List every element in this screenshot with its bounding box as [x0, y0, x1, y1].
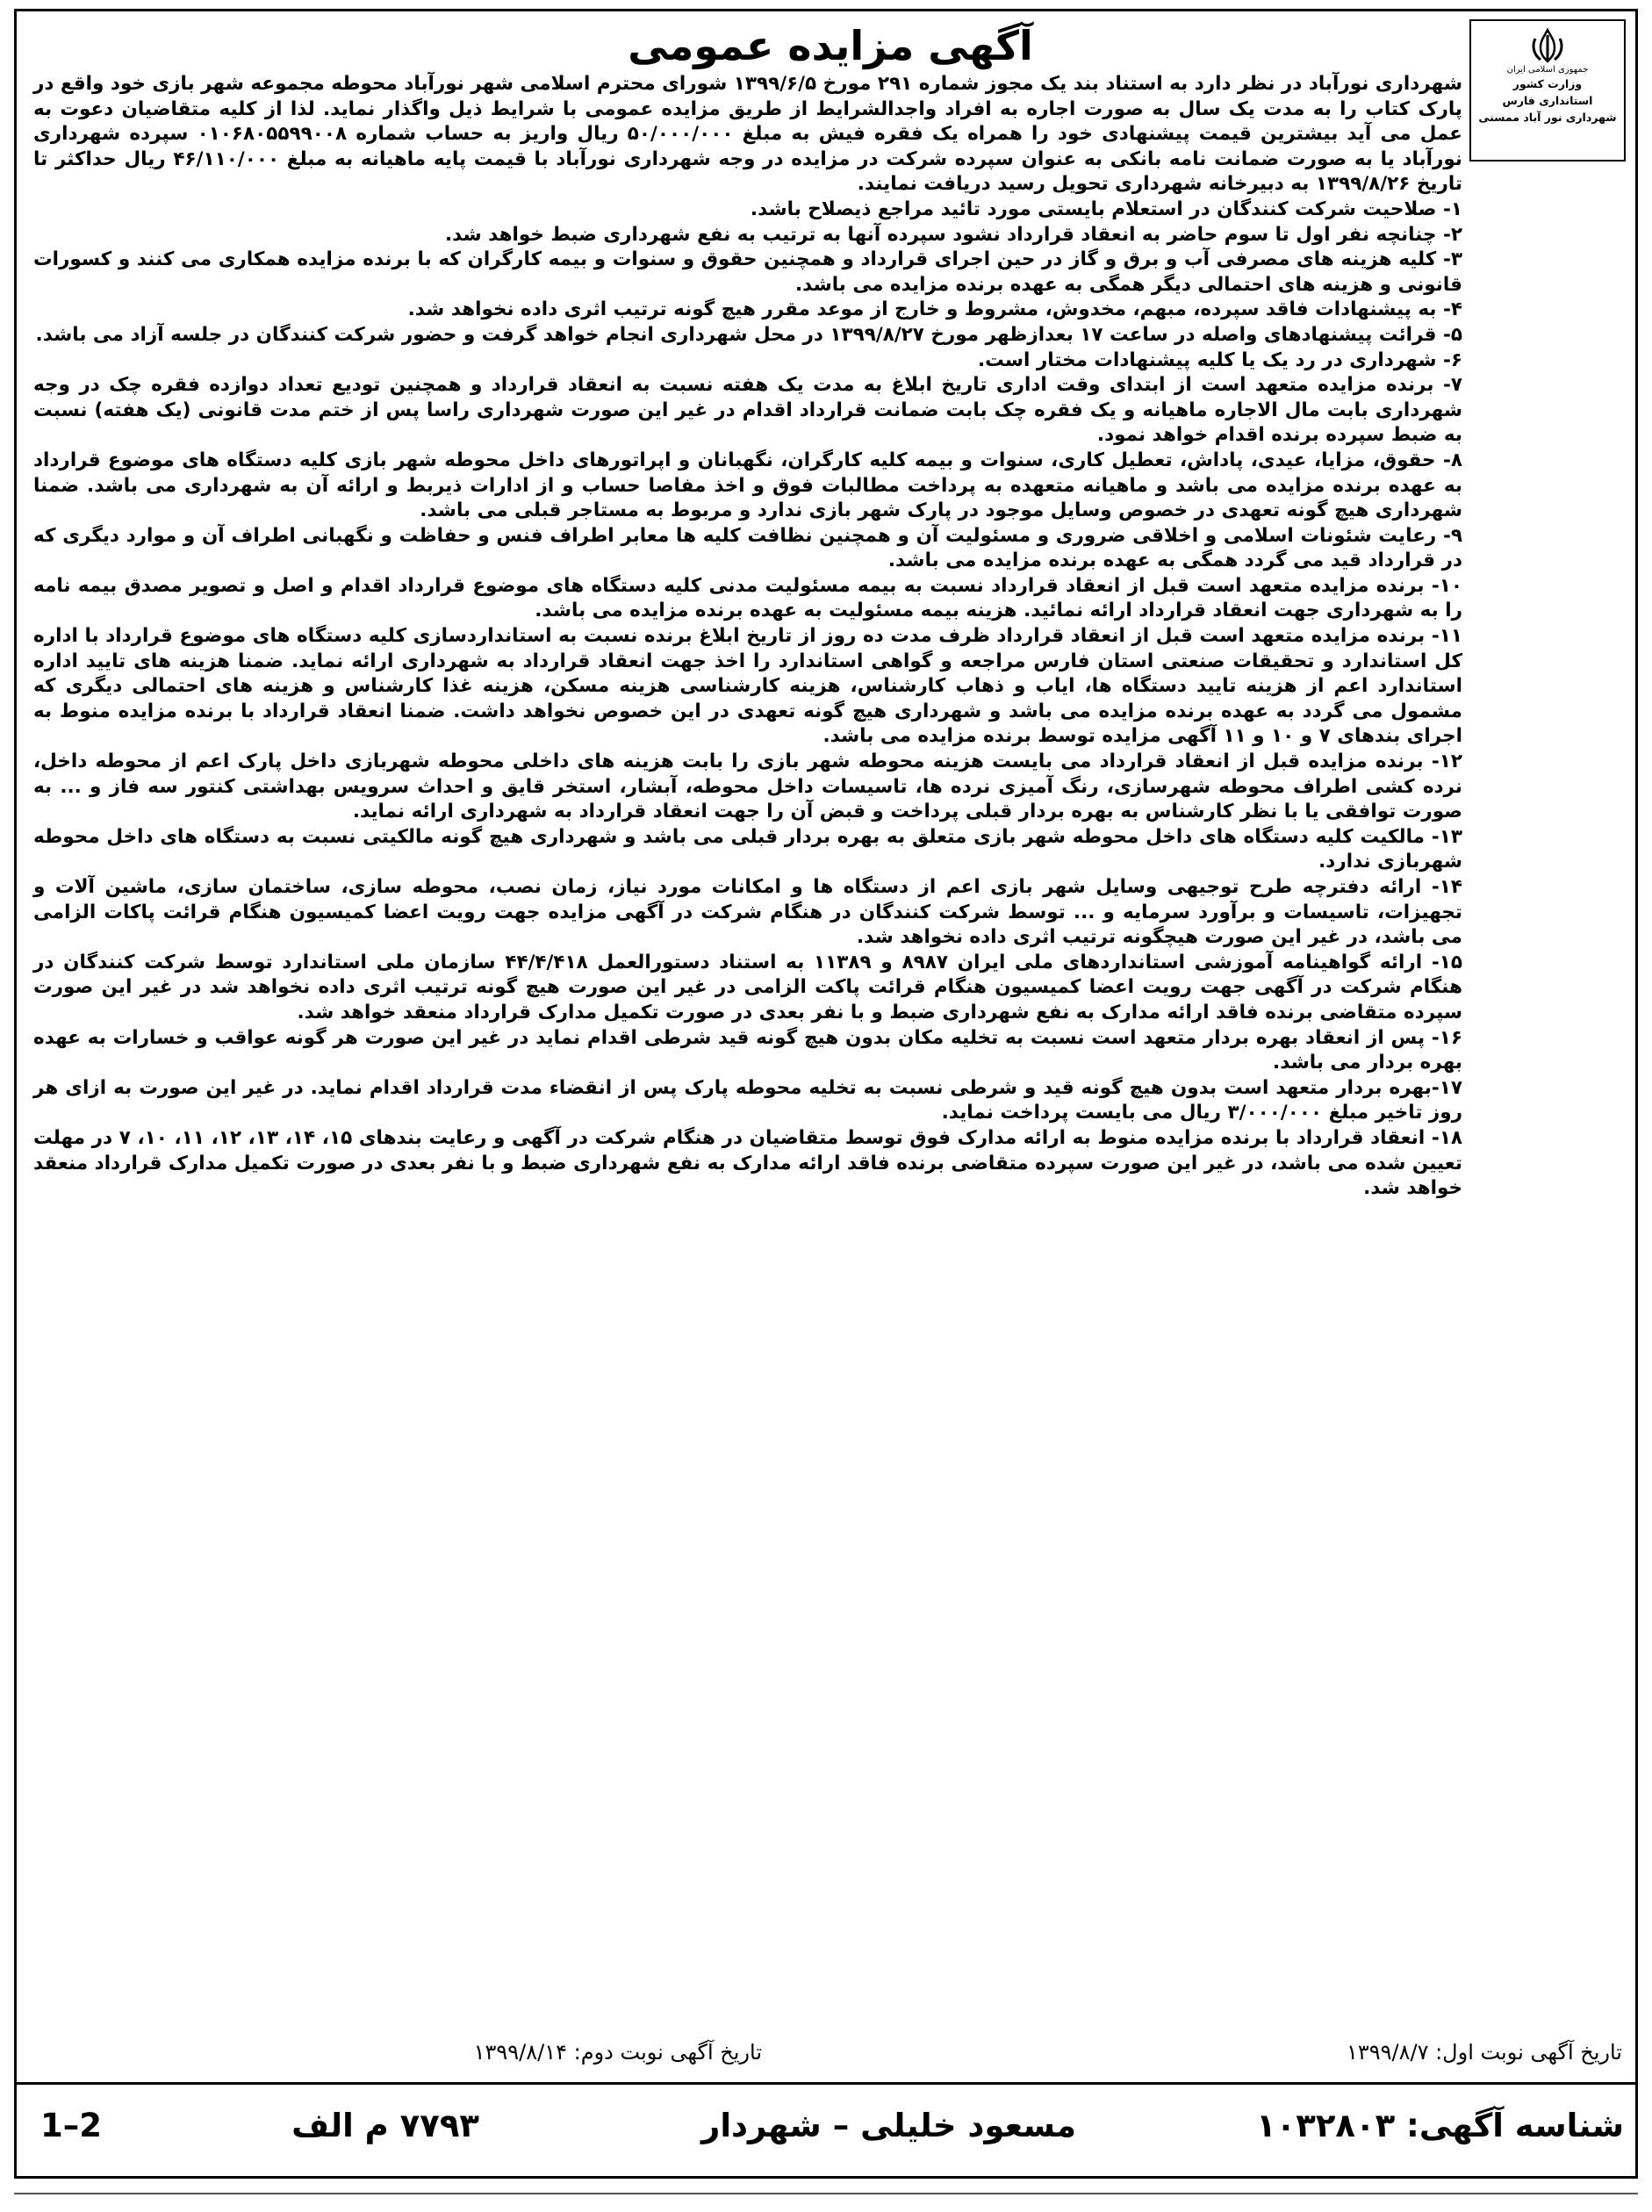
signatory: مسعود خلیلی – شهردار — [701, 2107, 1076, 2144]
publication-dates — [33, 2036, 1622, 2068]
logo-line-ministry: وزارت کشور — [1512, 77, 1583, 90]
clause-6: ۶- شهرداری در رد یک یا کلیه پیشنهادات مختار است. — [977, 348, 1462, 371]
logo-line-municipality: شهرداری نور آباد ممسنی — [1478, 111, 1617, 124]
clause-13: ۱۳- مالکیت کلیه دستگاه های داخل محوطه شهر بازی متعلق به بهره بردار قبلی می باشد و شهرداری هیچ گونه مالکیتی نسبت به دستگاه های داخل محوطه شهربازی ندارد. — [33, 825, 1462, 873]
ad-title: آگهی مزایده عمومی — [628, 22, 1033, 69]
page-indicator: 1–2 — [40, 2107, 102, 2144]
clause-9: ۹- رعایت شئونات اسلامی و اخلاقی ضروری و مسئولیت آن و همچنین نظافت کلیه ها معابر اطراف فنس و حفاظت و نگهبانی اطراف آن و موارد دیگری که در قرارداد قید می گردد همگی به عهده برنده مزایده می باشد. — [33, 524, 1462, 572]
clause-18: ۱۸- انعقاد قرارداد با برنده مزایده منوط به ارائه مدارک فوق توسط متقاضیان در هنگام شرکت در آگهی و رعایت بندهای ۱۵، ۱۴، ۱۳، ۱۲، ۱۱، ۱۰، ۷ در مهلت تعیین شده می باشد، در غیر این صورت سپرده متقاضی برنده فاقد ارائه مدارک به نفع شهرداری ضبط و با نفر بعدی در صورت تکمیل مدارک قرارداد منعقد خواهد شد. — [33, 1126, 1463, 1200]
clause-2: ۲- چنانچه نفر اول تا سوم حاضر به انعقاد قرارداد نشود سپرده آنها به ترتیب به نفع شهرداری ضبط خواهد شد. — [444, 223, 1462, 246]
ad-code: ۷۷۹۳ م الف — [291, 2107, 479, 2144]
bottom-border — [14, 2193, 1638, 2194]
clause-11: ۱۱- برنده مزایده متعهد است قبل از انعقاد قرارداد ظرف مدت ده روز از تاریخ ابلاغ برنده نسبت به استانداردسازی کلیه دستگاه های موضوع قرارداد با اداره کل استاندارد و تحقیقات صنعتی استان فارس مراجعه و گواهی استاندارد را اخذ جهت انعقاد قرارداد به شهرداری ارائه نماید. ضمنا هزینه های تایید اداره استاندارد اعم از هزینه تایید دستگاه ها، ایاب و ذهاب کارشناس، هزینه کارشناسی هزینه مسکن، هزینه غذا کارشناس و هزینه های احتمالی دیگری که مشمول می گردد به عهده برنده مزایده می باشد و شهرداری هیچ گونه تعهدی در این خصوص نخواهد داشت. ضمنا انعقاد قرارداد با برنده مزایده منوط به اجرای بندهای ۷ و ۱۰ و ۱۱ آگهی مزایده توسط برنده مزایده می باشد. — [33, 625, 1462, 748]
clause-15: ۱۵- ارائه گواهینامه آموزشی استانداردهای ملی ایران ۸۹۸۷ و ۱۱۳۸۹ به استناد دستورالعمل ۴۴/۴/۴۱۸ سازمان ملی استاندارد توسط شرکت کنندگان در هنگام شرکت در آگهی جهت رویت اعضا کمیسیون هنگام قرائت پاکت الزامی در غیر این صورت هیچ گونه ترتیب اثری داده نخواهد شد در غیر این صورت سپرده متقاضی برنده فاقد ارائه مدارک به نفع شهرداری ضبط و با نفر بعدی در صورت تکمیل مدارک قرارداد منعقد خواهد شد. — [33, 951, 1463, 1023]
ad-footer — [14, 2091, 1638, 2161]
iran-emblem-icon — [1528, 26, 1567, 65]
clause-8: ۸- حقوق، مزایا، عیدی، پاداش، تعطیل کاری، سنوات و بیمه کلیه کارگران، نگهبانان و اپراتورهای داخل محوطه شهر بازی کلیه دستگاه های موضوع قرارداد به عهده برنده مزایده می باشد و ماهیانه متعهده به پرداخت مطالبات فوق و اخذ مفاصا حساب و از ادارات ذیربط و ارائه آن به شهرداری می باشد. ضمنا شهرداری هیچ گونه تعهدی در خصوص وسایل موجود در پارک شهر بازی ندارد و مربوط به مستاجر قبلی می باشد. — [33, 449, 1462, 522]
first-publication-date: تاریخ آگهی نوبت اول: ۱۳۹۹/۸/۷ — [1346, 2040, 1622, 2065]
clause-14: ۱۴- ارائه دفترچه طرح توجیهی وسایل شهر بازی اعم از دستگاه ها و امکانات مورد نیاز، زمان نصب، محوطه سازی، ساختمان سازی، ماشین آلات و تجهیزات، تاسیسات و برآورد سرمایه و ... توسط شرکت کنندگان در هنگام شرکت در آگهی مزایده جهت رویت اعضا کمیسیون هنگام قرائت پاکات الزامی می باشد، در غیر این صورت هیچگونه ترتیب اثری داده نخواهد شد. — [33, 876, 1462, 949]
advertisement-page — [14, 0, 1638, 2212]
logo-caption: جمهوری اسلامی ایران — [1506, 65, 1589, 75]
clause-7: ۷- برنده مزایده متعهد است از ابتدای وقت اداری تاریخ ابلاغ به مدت یک هفته نسبت به انعقاد قرارداد و همچنین تودیع تعداد دوازده فقره چک در وجه شهرداری بابت مال الاجاره ماهیانه و یک فقره چک بابت ضمانت قرارداد اقدام در غیر این صورت شهرداری راسا پس از ختم مدت قانونی (یک هفته) نسبت به ضبط سپرده برنده اقدام خواهد نمود. — [33, 374, 1462, 447]
footer-divider — [14, 2082, 1638, 2085]
clause-3: ۳- کلیه هزینه های مصرفی آب و برق و گاز در حین اجرای قرارداد و همچنین حقوق و سنوات و بیمه کارگران که با برنده مزایده همکاری می کنند و کسورات قانونی و هزینه های احتمالی دیگر همگی به عهده برنده مزایده می باشد. — [33, 248, 1462, 296]
clause-1: ۱- صلاحیت شرکت کنندگان در استعلام بایستی مورد تائید مراجع ذیصلاح باشد. — [750, 198, 1462, 220]
clause-16: ۱۶- پس از انعقاد بهره بردار متعهد است نسبت به تخلیه مکان بدون هیچ گونه قید شرطی اقدام نماید در غیر این صورت هر گونه عواقب و خسارات به عهده بهره بردار می باشد. — [33, 1026, 1462, 1074]
clause-4: ۴- به پیشنهادات فاقد سپرده، مبهم، مخدوش، مشروط و خارج از موعد مقرر هیچ گونه ترتیب اثری داده نخواهد شد. — [407, 298, 1462, 321]
clause-5: ۵- قرائت پیشنهادهای واصله در ساعت ۱۷ بعدازظهر مورخ ۱۳۹۹/۸/۲۷ در محل شهرداری انجام خواهد گرفت و حضور شرکت کنندگان در جلسه آزاد می باشد. — [35, 323, 1462, 346]
second-publication-date: تاریخ آگهی نوبت دوم: ۱۳۹۹/۸/۱۴ — [473, 2040, 762, 2065]
intro-paragraph: شهرداری نورآباد در نظر دارد به استناد بند یک مجوز شماره ۲۹۱ مورخ ۱۳۹۹/۶/۵ شورای محترم اسلامی شهر نورآباد محوطه مجموعه شهر بازی خود واقع در پارک کتاب را به مدت یک سال به صورت اجاره به افراد واجدالشرایط از طریق مزایده عمومی با شرایط ذیل واگذار نماید. لذا از کلیه متقاضیان دعوت به عمل می آید بیشترین قیمت پیشنهادی خود را همراه یک فقره فیش به مبلغ ۵۰/۰۰۰/۰۰۰ ریال واریز به حساب شماره ۰۱۰۶۸۰۵۵۹۹۰۰۸ سپرده شهرداری نورآباد یا به صورت ضمانت نامه بانکی به عنوان سپرده شرکت در مزایده در وجه شهرداری نورآباد با قیمت پایه ماهیانه به مبلغ ۴۶/۱۱۰/۰۰۰ ریال حداکثر تا تاریخ ۱۳۹۹/۸/۲۶ به دبیرخانه شهرداری تحویل رسید دریافت نمایند. — [33, 73, 1462, 196]
clause-10: ۱۰- برنده مزایده متعهد است قبل از انعقاد قرارداد نسبت به بیمه مسئولیت مدنی کلیه دستگاه های موضوع قرارداد اقدام و اصل و تصویر مصدق بیمه نامه را به شهرداری جهت انعقاد قرارداد ارائه نمائید. هزینه بیمه مسئولیت به عهده برنده مزایده می باشد. — [33, 574, 1462, 622]
ad-body — [33, 72, 1462, 2028]
clause-12: ۱۲- برنده مزایده قبل از انعقاد قرارداد می بایست هزینه محوطه شهر بازی را بابت هزینه های داخلی محوطه شهربازی داخل پارک اعم از محوطه داخل، نرده کشی اطراف محوطه شهرسازی، رنگ آمیزی نرده ها، تاسیسات داخل محوطه، آبشار، استخر قایق و احداث سرویس بهداشتی کنتور سه فاز و ... به صورت توافقی یا با نظر کارشناس به بهره بردار قبلی پرداخت و قبض آن را جهت انعقاد قرارداد به شهرداری ارائه نماید. — [33, 750, 1462, 823]
ad-id: شناسه آگهی: ۱۰۳۲۸۰۳ — [1256, 2107, 1624, 2144]
clause-17: ۱۷-بهره بردار متعهد است بدون هیچ گونه قید و شرطی نسبت به تخلیه محوطه پارک پس از انقضاء مدت قرارداد اقدام نماید. در غیر این صورت به ازای هر روز تاخیر مبلغ ۳/۰۰۰/۰۰۰ ریال می بایست پرداخت نماید. — [33, 1076, 1462, 1124]
municipality-logo — [1469, 19, 1626, 162]
logo-line-governorate: استانداری فارس — [1502, 94, 1593, 107]
